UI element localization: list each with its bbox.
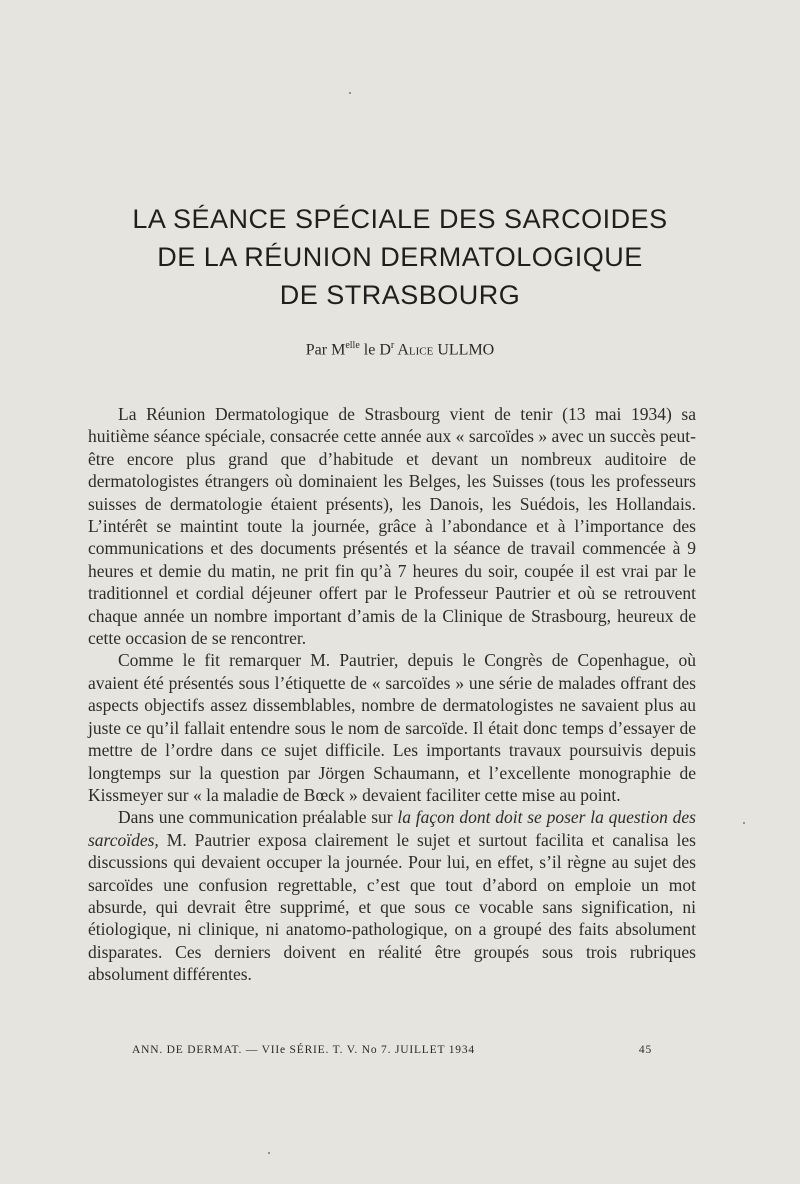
author-first-name: Alice bbox=[394, 341, 434, 359]
paper-speck bbox=[743, 822, 745, 824]
byline-mid: le D bbox=[359, 341, 391, 359]
paragraph-3-italic: la façon dont doit se poser la question des sarcoïdes, bbox=[88, 807, 696, 850]
paragraph-3-start: Dans une communication préalable sur bbox=[118, 807, 398, 828]
paper-speck bbox=[349, 92, 351, 94]
paragraph-2: Comme le fit remarquer M. Pautrier, depuis le Congrès de Copenhague, où avaient été présentés sous l’étiquette de « sarcoïdes » une série de malades offrant des aspects objectifs assez dissemblables, nombre de dermatologistes ne savaient plus au juste ce qu’il fallait entendre sous le nom de sarcoïde. Il était donc temps d’essayer de mettre de l’ordre dans ce sujet difficile. Les importants travaux poursuivis depuis longtemps sur la question par Jörgen Schaumann, et l’excellente monographie de Kissmeyer sur « la maladie de Bœck » devaient faciliter cette mise au point. bbox=[88, 650, 696, 805]
article-body bbox=[88, 403, 696, 986]
byline-dr-sup: r bbox=[390, 340, 395, 351]
byline-mlle-sup: elle bbox=[345, 340, 360, 351]
byline-prefix: Par M bbox=[305, 341, 346, 359]
title-line-2: DE LA RÉUNION DERMATOLOGIQUE bbox=[157, 242, 643, 272]
journal-citation: ANN. DE DERMAT. — VIIe SÉRIE. T. V. No 7. JUILLET 1934 bbox=[132, 1044, 475, 1056]
title-line-3: DE STRASBOURG bbox=[279, 280, 521, 310]
paper-speck bbox=[268, 1152, 270, 1154]
paragraph-3-rest: M. Pautrier exposa clairement le sujet et surtout facilita et canalisa les discussions qui devaient occuper la journée. Pour lui, en effet, s’il règne au sujet des sarcoïdes une confusion regrettable, c’est que tout d’abord on emploie un mot absurde, qui devrait être supprimé, et que sous ce vocable sans signification, ni étiologique, ni clinique, ni anatomo-pathologique, on a groupé des faits absolument disparates. Ces derniers doivent en réalité être groupés sous trois rubriques absolument différentes. bbox=[88, 829, 696, 985]
page-footer bbox=[132, 1044, 652, 1056]
author-last-name: ULLMO bbox=[433, 341, 495, 359]
page-number: 45 bbox=[638, 1044, 652, 1056]
author-byline bbox=[100, 340, 700, 359]
paragraph-1: La Réunion Dermatologique de Strasbourg vient de tenir (13 mai 1934) sa huitième séance spéciale, consacrée cette année aux « sarcoïdes » avec un succès peut-être encore plus grand que d’habitude et devant un nombreux auditoire de dermatologistes étrangers où dominaient les Belges, les Suisses (tous les professeurs suisses de dermatologie étaient présents), les Danois, les Suédois, les Hollandais. L’intérêt se maintint toute la journée, grâce à l’abondance et à l’importance des communications et des documents présentés et la séance de travail commencée à 9 heures et demie du matin, ne prit fin qu’à 7 heures du soir, coupée il est vrai par le traditionnel et cordial déjeuner offert par le Professeur Pautrier et où se retrouvent chaque année un nombre important d’amis de la Clinique de Strasbourg, heureux de cette occasion de se rencontrer. bbox=[88, 404, 696, 649]
article-title bbox=[100, 200, 700, 314]
paragraph-3 bbox=[88, 806, 696, 985]
title-line-1: LA SÉANCE SPÉCIALE DES SARCOIDES bbox=[132, 204, 668, 234]
